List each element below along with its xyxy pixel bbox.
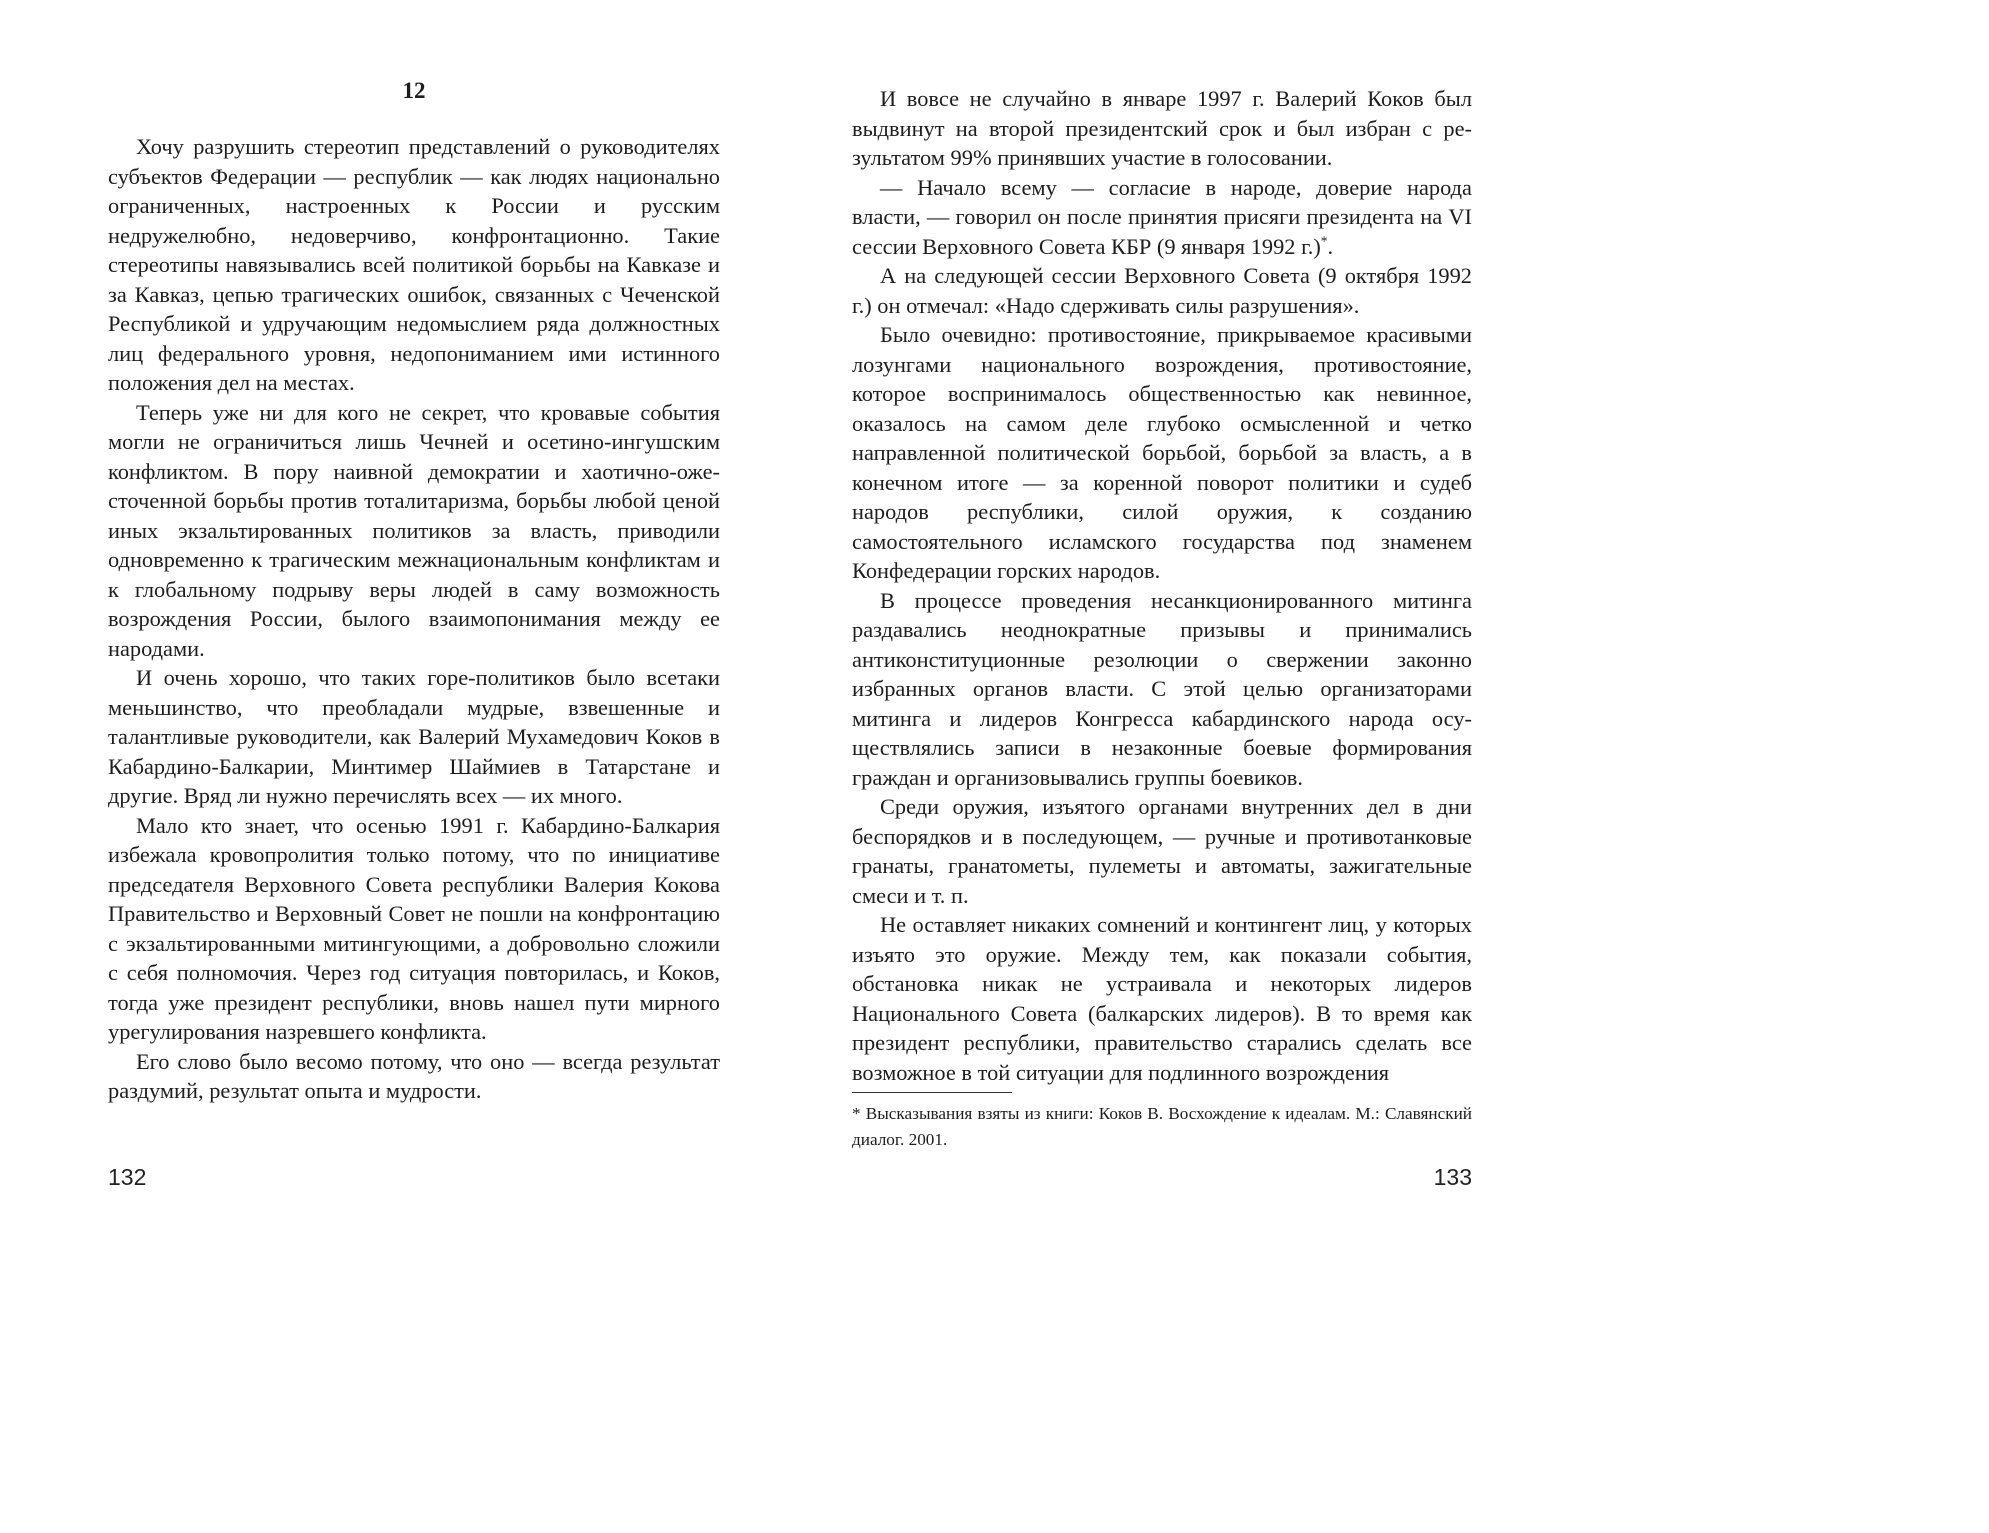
footnote-separator xyxy=(852,1092,1012,1093)
right-page xyxy=(852,0,1472,1227)
chapter-number: 12 xyxy=(402,78,426,103)
footnote: * Высказывания взяты из книги: Коков В. Восхождение к идеалам. М.: Славянский диалог. 2001. xyxy=(852,1104,1472,1149)
paragraph: Не оставляет никаких сомнений и контингент лиц, у которых изъято это оружие. Между тем, как показали события, обстановка никак не устраивала и некоторых лидеров Национального Совета (балкарских лидеров). В то время как президент республики, правительство старались сделать все возможное в той ситуации для подлинного возрождения xyxy=(852,912,1472,1085)
paragraph: И очень хорошо, что таких горе-политиков было всетаки меньшинство, что преобладали мудрые, взвешенные и талантливые руководители, как Валерий Мухамедович Коков в Кабардино-Балкарии, Минтимер Шаймиев в Татарстане и другие. Вряд ли нужно перечислять всех — их много. xyxy=(108,665,720,808)
paragraph-text: — Начало всему — согласие в народе, доверие народа власти, — говорил он после принятия присяги президента на VI сессии Верховного Совета КБР (9 января 1992 г.) xyxy=(852,174,1472,259)
paragraph: Хочу разрушить стереотип представлений о руководителях субъектов Федерации — республик — как людях национально ограниченных, настроенных к России и русским недружелюбно, недоверчиво, конфронтационно. Такие стереотипы навязывались всей политикой борьбы на Кавказе и за Кавказ, цепью трагических ошибок, связанных с Чеченской Республикой и удручающим недомыслием ряда должностных лиц федерального уровня, недопониманием ими истинного положения дел на местах. xyxy=(108,134,720,395)
paragraph: Мало кто знает, что осенью 1991 г. Кабардино-Балкария избежала кровопролития только потому, что по инициативе председателя Верховного Совета республики Валерия Кокова Правительство и Верховный Совет не пошли на конфронтацию с экзальтированными митингующими, а добровольно сложили с себя полномочия. Через год ситуация повторилась, и Коков, тогда уже президент республики, вновь нашел пути мирного урегулирования назревшего конфликта. xyxy=(108,812,720,1044)
paragraph: А на следующей сессии Верховного Совета (9 октября 1992 г.) он отмечал: «Надо сдерживать силы разрушения». xyxy=(852,263,1472,318)
paragraph: Его слово было весомо потому, что оно — всегда результат раздумий, результат опыта и мудрости. xyxy=(108,1048,720,1103)
paragraph: Среди оружия, изъятого органами внутренних дел в дни беспорядков и в последующем, — ручные и противотанковые гранаты, гранатометы, пулеметы и автоматы, зажигательные смеси и т. п. xyxy=(852,794,1472,908)
paragraph: И вовсе не случайно в январе 1997 г. Валерий Коков был выдвинут на второй президентский срок и был избран с результатом 99% принявших участие в голосовании. xyxy=(852,86,1472,170)
page-number-right: 133 xyxy=(1433,1164,1472,1190)
paragraph: В процессе проведения несанкционированного митинга раздавались неоднократные призывы и принимались антиконституционные резолюции о свержении законно избранных органов власти. С этой целью организаторами митинга и лидеров Конгресса кабардинского народа осуществлялись записи в незаконные боевые формирования граждан и организовывались группы боевиков. xyxy=(852,587,1472,790)
page-number-left: 132 xyxy=(108,1164,147,1190)
right-page-body xyxy=(852,84,1472,1087)
paragraph: Было очевидно: противостояние, прикрываемое красивыми лозунгами национального возрождения, противостояние, которое воспринималось общественностью как невинное, оказалось на самом деле глубоко осмысленной и четко направленной политической борьбой, борьбой за власть, а в конечном итоге — за коренной поворот политики и судеб народов республики, силой оружия, к созданию самостоятельного исламского государства под знаменем Конфедерации горских народов. xyxy=(852,322,1472,583)
left-page xyxy=(108,0,720,1227)
paragraph-with-footnote xyxy=(852,173,1472,262)
paragraph: Теперь уже ни для кого не секрет, что кровавые события могли не ограничиться лишь Чечней и осетино-ингушским конфликтом. В пору наивной демократии и хаотично-ожесточенной борьбы против тоталитаризма, борьбы любой ценой иных экзальтированных политиков за власть, приводили одновременно к трагическим межнациональным конфликтам и к глобальному подрыву веры людей в саму возможность возрождения России, былого взаимопонимания между ее народами. xyxy=(108,399,720,661)
footnote-marker: * xyxy=(1320,233,1328,249)
left-page-body xyxy=(108,132,720,1106)
paragraph-end: . xyxy=(1327,233,1334,259)
